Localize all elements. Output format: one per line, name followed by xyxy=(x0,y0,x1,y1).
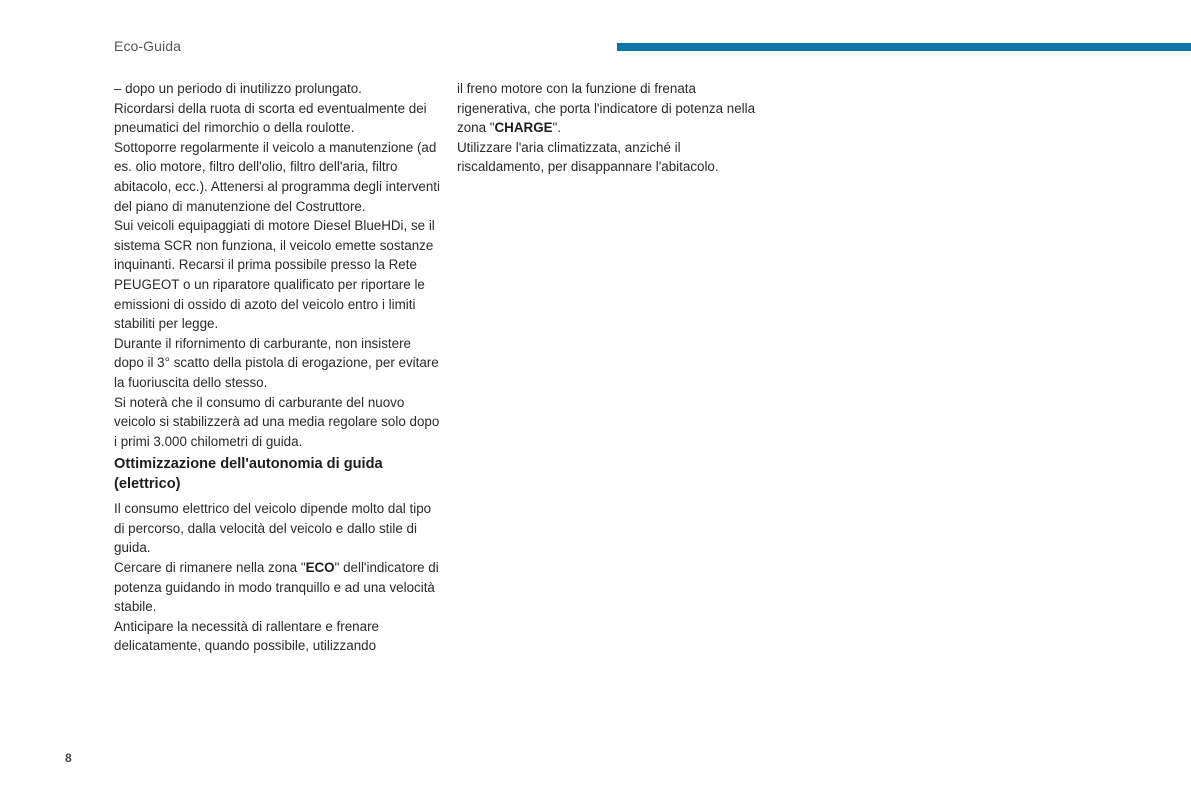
charge-text-before: il freno motore con la funzione di frenata rigenerativa, che porta l'indicatore di potenza nella zona " xyxy=(457,81,756,136)
section-heading-electric-range: Ottimizzazione dell'autonomia di guida (elettrico) xyxy=(114,456,383,493)
eco-text-after: " dell'indicatore di potenza guidando in modo tranquillo e ad una velocità stabile. xyxy=(114,560,439,615)
paragraph-anticipate-braking: Anticipare la necessità di rallentare e frenare delicatamente, quando possibile, utilizzando xyxy=(114,618,379,654)
paragraph-air-conditioning: Utilizzare l'aria climatizzata, anziché il riscaldamento, per disappannare l'abitacolo. xyxy=(457,139,719,175)
page-number: 8 xyxy=(65,751,72,765)
charge-text-after: ". xyxy=(552,120,562,136)
paragraph-fuel-consumption: Si noterà che il consumo di carburante del nuovo veicolo si stabilizzerà ad una media regolare solo dopo i primi 3.000 chilometri di guida. xyxy=(114,394,440,449)
paragraph-electric-consumption: Il consumo elettrico del veicolo dipende molto dal tipo di percorso, dalla velocità del veicolo e dallo stile di guida. xyxy=(114,501,432,556)
header-accent-bar xyxy=(617,43,1191,51)
eco-keyword: ECO xyxy=(305,560,335,576)
paragraph-diesel-scr: Sui veicoli equipaggiati di motore Diesel BlueHDi, se il sistema SCR non funziona, il veicolo emette sostanze inquinanti. Recarsi il prima possibile presso la Rete PEUGEOT o un riparatore qualificato per riportare le emissioni di ossido di azoto del veicolo entro i limiti stabiliti per legge. xyxy=(114,218,435,332)
eco-text-before: Cercare di rimanere nella zona " xyxy=(114,560,306,576)
paragraph-refuelling: Durante il rifornimento di carburante, non insistere dopo il 3° scatto della pistola di erogazione, per evitare la fuoriuscita dello stesso. xyxy=(114,335,439,390)
paragraph-eco-zone xyxy=(114,558,444,617)
left-column xyxy=(114,79,444,656)
section-title: Eco-Guida xyxy=(114,38,182,54)
paragraph-regenerative-braking xyxy=(457,79,767,138)
paragraph-prolonged-disuse: – dopo un periodo di inutilizzo prolungato. xyxy=(114,81,362,96)
charge-keyword: CHARGE xyxy=(494,120,553,136)
right-column xyxy=(457,79,767,177)
paragraph-spare-wheel: Ricordarsi della ruota di scorta ed eventualmente dei pneumatici del rimorchio o della roulotte. xyxy=(114,100,427,136)
paragraph-maintenance: Sottoporre regolarmente il veicolo a manutenzione (ad es. olio motore, filtro dell'olio, filtro dell'aria, filtro abitacolo, ecc.). Attenersi al programma degli interventi del piano di manutenzione del Costruttore. xyxy=(114,139,440,214)
